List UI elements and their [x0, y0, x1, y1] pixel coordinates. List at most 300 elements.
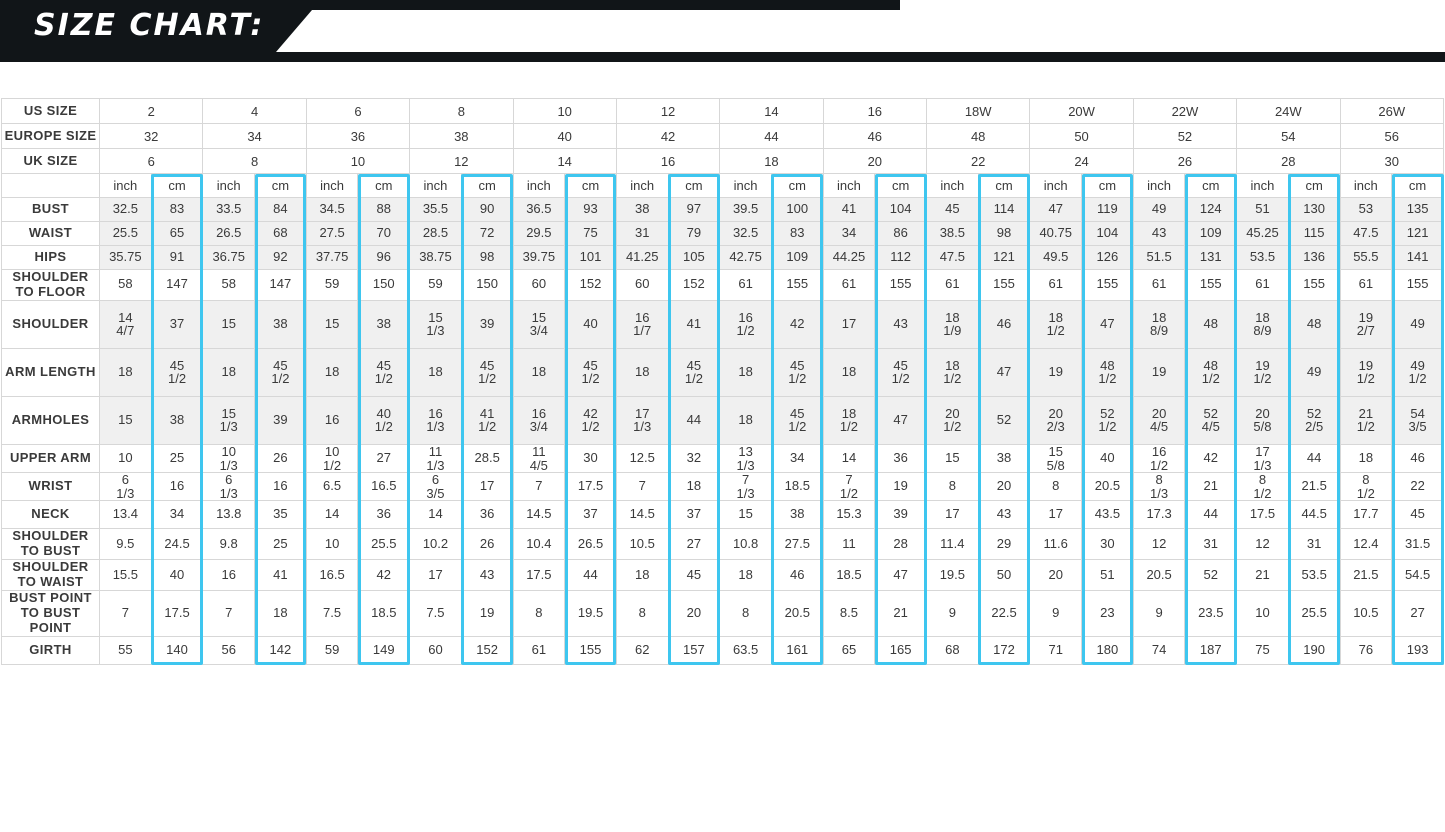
cell-waist-cm-3: 72 [461, 222, 513, 246]
cell-shoulder-to-floor-inch-9: 61 [1030, 270, 1082, 301]
cell-bust-cm-1: 84 [255, 198, 307, 222]
row-label-neck: NECK [2, 501, 100, 529]
cell-shoulder-to-bust-inch-0: 9.5 [100, 529, 152, 560]
cell-wrist-inch-6: 7 1/3 [720, 473, 772, 501]
cell-bust-point-inch-2: 7.5 [306, 591, 358, 637]
cell-bust-inch-3: 35.5 [410, 198, 462, 222]
cell-upper-arm-cm-4: 30 [565, 444, 617, 472]
table-row-upper-arm [2, 444, 1444, 472]
row-label-shoulder: SHOULDER [2, 300, 100, 348]
cell-bust-point-cm-11: 25.5 [1288, 591, 1340, 637]
cell-shoulder-to-waist-inch-12: 21.5 [1340, 560, 1392, 591]
cell-upper-arm-inch-4: 11 4/5 [513, 444, 565, 472]
cell-shoulder-to-floor-cm-6: 155 [771, 270, 823, 301]
page-title: SIZE CHART: [34, 8, 265, 43]
cell-wrist-cm-2: 16.5 [358, 473, 410, 501]
cell-wrist-cm-5: 18 [668, 473, 720, 501]
cell-armholes-cm-3: 41 1/2 [461, 396, 513, 444]
cell-hips-inch-9: 49.5 [1030, 246, 1082, 270]
cell-shoulder-to-waist-inch-10: 20.5 [1133, 560, 1185, 591]
cell-girth-inch-12: 76 [1340, 637, 1392, 665]
cell-arm-length-cm-5: 45 1/2 [668, 348, 720, 396]
cell-bust-point-cm-4: 19.5 [565, 591, 617, 637]
cell-arm-length-cm-12: 49 1/2 [1392, 348, 1444, 396]
cell-shoulder-to-waist-cm-8: 50 [978, 560, 1030, 591]
cell-shoulder-to-floor-inch-6: 61 [720, 270, 772, 301]
unit-cm-1: cm [255, 174, 307, 198]
cell-upper-arm-cm-0: 25 [151, 444, 203, 472]
cell-neck-cm-8: 43 [978, 501, 1030, 529]
banner-gap [0, 62, 1445, 98]
table-row-europe-size [2, 124, 1444, 149]
cell-us-8: 18W [927, 99, 1030, 124]
cell-uk-4: 14 [513, 149, 616, 174]
cell-shoulder-to-floor-cm-11: 155 [1288, 270, 1340, 301]
cell-upper-arm-cm-11: 44 [1288, 444, 1340, 472]
cell-shoulder-to-bust-cm-9: 30 [1082, 529, 1134, 560]
cell-neck-inch-11: 17.5 [1237, 501, 1289, 529]
cell-neck-inch-4: 14.5 [513, 501, 565, 529]
unit-cm-6: cm [771, 174, 823, 198]
cell-shoulder-to-waist-cm-7: 47 [875, 560, 927, 591]
cell-arm-length-inch-1: 18 [203, 348, 255, 396]
cell-bust-point-inch-4: 8 [513, 591, 565, 637]
cell-bust-point-inch-5: 8 [616, 591, 668, 637]
cell-hips-inch-0: 35.75 [100, 246, 152, 270]
cell-wrist-inch-8: 8 [927, 473, 979, 501]
cell-arm-length-cm-1: 45 1/2 [255, 348, 307, 396]
unit-cm-4: cm [565, 174, 617, 198]
cell-shoulder-to-bust-cm-0: 24.5 [151, 529, 203, 560]
cell-shoulder-to-bust-inch-12: 12.4 [1340, 529, 1392, 560]
table-row-us-size [2, 99, 1444, 124]
cell-arm-length-cm-8: 47 [978, 348, 1030, 396]
unit-inch-6: inch [720, 174, 772, 198]
cell-girth-inch-6: 63.5 [720, 637, 772, 665]
cell-shoulder-to-floor-inch-0: 58 [100, 270, 152, 301]
cell-uk-12: 30 [1340, 149, 1444, 174]
cell-waist-inch-1: 26.5 [203, 222, 255, 246]
cell-bust-inch-1: 33.5 [203, 198, 255, 222]
cell-bust-inch-7: 41 [823, 198, 875, 222]
cell-bust-point-inch-7: 8.5 [823, 591, 875, 637]
cell-waist-inch-4: 29.5 [513, 222, 565, 246]
cell-uk-10: 26 [1133, 149, 1236, 174]
cell-arm-length-cm-6: 45 1/2 [771, 348, 823, 396]
unit-cm-12: cm [1392, 174, 1444, 198]
cell-shoulder-to-waist-inch-8: 19.5 [927, 560, 979, 591]
cell-shoulder-to-waist-inch-1: 16 [203, 560, 255, 591]
cell-girth-cm-11: 190 [1288, 637, 1340, 665]
cell-hips-inch-3: 38.75 [410, 246, 462, 270]
cell-armholes-inch-6: 18 [720, 396, 772, 444]
cell-shoulder-to-bust-cm-3: 26 [461, 529, 513, 560]
cell-neck-cm-7: 39 [875, 501, 927, 529]
cell-shoulder-inch-6: 16 1/2 [720, 300, 772, 348]
cell-waist-inch-8: 38.5 [927, 222, 979, 246]
cell-arm-length-inch-5: 18 [616, 348, 668, 396]
cell-shoulder-to-bust-inch-11: 12 [1237, 529, 1289, 560]
cell-bust-point-cm-9: 23 [1082, 591, 1134, 637]
cell-shoulder-to-floor-cm-7: 155 [875, 270, 927, 301]
cell-shoulder-inch-9: 18 1/2 [1030, 300, 1082, 348]
cell-us-9: 20W [1030, 99, 1133, 124]
cell-wrist-inch-11: 8 1/2 [1237, 473, 1289, 501]
row-label-shoulder-to-floor: SHOULDER TO FLOOR [2, 270, 100, 301]
cell-shoulder-cm-12: 49 [1392, 300, 1444, 348]
cell-uk-5: 16 [616, 149, 719, 174]
cell-uk-7: 20 [823, 149, 926, 174]
row-label-uk: UK SIZE [2, 149, 100, 174]
cell-shoulder-to-floor-inch-5: 60 [616, 270, 668, 301]
cell-shoulder-to-bust-inch-9: 11.6 [1030, 529, 1082, 560]
cell-shoulder-to-bust-inch-8: 11.4 [927, 529, 979, 560]
cell-waist-cm-2: 70 [358, 222, 410, 246]
cell-shoulder-to-floor-cm-12: 155 [1392, 270, 1444, 301]
unit-inch-3: inch [410, 174, 462, 198]
table-row-shoulder-to-bust [2, 529, 1444, 560]
cell-upper-arm-inch-9: 15 5/8 [1030, 444, 1082, 472]
cell-armholes-cm-0: 38 [151, 396, 203, 444]
cell-bust-inch-9: 47 [1030, 198, 1082, 222]
cell-hips-cm-9: 126 [1082, 246, 1134, 270]
cell-upper-arm-inch-11: 17 1/3 [1237, 444, 1289, 472]
cell-us-7: 16 [823, 99, 926, 124]
cell-europe-9: 50 [1030, 124, 1133, 149]
cell-hips-inch-7: 44.25 [823, 246, 875, 270]
cell-shoulder-cm-8: 46 [978, 300, 1030, 348]
cell-shoulder-inch-12: 19 2/7 [1340, 300, 1392, 348]
cell-girth-cm-1: 142 [255, 637, 307, 665]
cell-europe-7: 46 [823, 124, 926, 149]
cell-europe-2: 36 [306, 124, 409, 149]
cell-arm-length-inch-7: 18 [823, 348, 875, 396]
cell-arm-length-inch-8: 18 1/2 [927, 348, 979, 396]
cell-shoulder-cm-7: 43 [875, 300, 927, 348]
table-row-wrist [2, 473, 1444, 501]
cell-armholes-inch-5: 17 1/3 [616, 396, 668, 444]
cell-shoulder-inch-7: 17 [823, 300, 875, 348]
table-row-neck [2, 501, 1444, 529]
cell-wrist-cm-3: 17 [461, 473, 513, 501]
cell-shoulder-to-floor-cm-4: 152 [565, 270, 617, 301]
cell-girth-cm-4: 155 [565, 637, 617, 665]
cell-uk-0: 6 [100, 149, 203, 174]
cell-shoulder-to-floor-inch-1: 58 [203, 270, 255, 301]
cell-shoulder-to-floor-inch-7: 61 [823, 270, 875, 301]
cell-upper-arm-cm-12: 46 [1392, 444, 1444, 472]
cell-us-5: 12 [616, 99, 719, 124]
cell-waist-cm-7: 86 [875, 222, 927, 246]
cell-hips-inch-8: 47.5 [927, 246, 979, 270]
cell-shoulder-to-waist-cm-10: 52 [1185, 560, 1237, 591]
cell-bust-inch-6: 39.5 [720, 198, 772, 222]
cell-shoulder-to-bust-inch-10: 12 [1133, 529, 1185, 560]
cell-hips-inch-12: 55.5 [1340, 246, 1392, 270]
row-label-arm-length: ARM LENGTH [2, 348, 100, 396]
cell-wrist-inch-5: 7 [616, 473, 668, 501]
cell-shoulder-to-bust-cm-1: 25 [255, 529, 307, 560]
size-chart-table [1, 98, 1444, 665]
cell-shoulder-to-waist-inch-7: 18.5 [823, 560, 875, 591]
unit-cm-2: cm [358, 174, 410, 198]
cell-shoulder-cm-4: 40 [565, 300, 617, 348]
cell-neck-cm-5: 37 [668, 501, 720, 529]
cell-europe-4: 40 [513, 124, 616, 149]
cell-shoulder-inch-11: 18 8/9 [1237, 300, 1289, 348]
cell-neck-inch-5: 14.5 [616, 501, 668, 529]
cell-girth-inch-11: 75 [1237, 637, 1289, 665]
cell-upper-arm-cm-7: 36 [875, 444, 927, 472]
cell-shoulder-to-floor-inch-11: 61 [1237, 270, 1289, 301]
cell-shoulder-cm-3: 39 [461, 300, 513, 348]
cell-waist-inch-7: 34 [823, 222, 875, 246]
cell-bust-cm-11: 130 [1288, 198, 1340, 222]
unit-inch-1: inch [203, 174, 255, 198]
cell-waist-cm-11: 115 [1288, 222, 1340, 246]
cell-hips-inch-10: 51.5 [1133, 246, 1185, 270]
table-row-girth [2, 637, 1444, 665]
cell-bust-cm-10: 124 [1185, 198, 1237, 222]
cell-girth-cm-12: 193 [1392, 637, 1444, 665]
cell-neck-cm-10: 44 [1185, 501, 1237, 529]
cell-shoulder-to-waist-cm-5: 45 [668, 560, 720, 591]
cell-arm-length-inch-2: 18 [306, 348, 358, 396]
cell-wrist-cm-1: 16 [255, 473, 307, 501]
row-label-bust: BUST [2, 198, 100, 222]
cell-hips-cm-11: 136 [1288, 246, 1340, 270]
cell-shoulder-cm-2: 38 [358, 300, 410, 348]
row-label-bust-point: BUST POINT TO BUST POINT [2, 591, 100, 637]
cell-armholes-inch-3: 16 1/3 [410, 396, 462, 444]
cell-bust-point-inch-8: 9 [927, 591, 979, 637]
cell-bust-inch-10: 49 [1133, 198, 1185, 222]
cell-waist-inch-0: 25.5 [100, 222, 152, 246]
cell-bust-point-cm-0: 17.5 [151, 591, 203, 637]
cell-upper-arm-cm-1: 26 [255, 444, 307, 472]
cell-armholes-inch-9: 20 2/3 [1030, 396, 1082, 444]
cell-us-6: 14 [720, 99, 823, 124]
cell-wrist-inch-3: 6 3/5 [410, 473, 462, 501]
cell-armholes-cm-6: 45 1/2 [771, 396, 823, 444]
cell-waist-cm-9: 104 [1082, 222, 1134, 246]
row-label-shoulder-to-waist: SHOULDER TO WAIST [2, 560, 100, 591]
cell-neck-inch-3: 14 [410, 501, 462, 529]
cell-shoulder-to-waist-cm-1: 41 [255, 560, 307, 591]
cell-hips-cm-5: 105 [668, 246, 720, 270]
cell-neck-inch-2: 14 [306, 501, 358, 529]
cell-bust-point-inch-12: 10.5 [1340, 591, 1392, 637]
cell-arm-length-inch-9: 19 [1030, 348, 1082, 396]
cell-shoulder-to-floor-cm-5: 152 [668, 270, 720, 301]
unit-inch-9: inch [1030, 174, 1082, 198]
cell-bust-cm-12: 135 [1392, 198, 1444, 222]
cell-arm-length-inch-11: 19 1/2 [1237, 348, 1289, 396]
cell-shoulder-inch-8: 18 1/9 [927, 300, 979, 348]
cell-arm-length-cm-10: 48 1/2 [1185, 348, 1237, 396]
unit-inch-10: inch [1133, 174, 1185, 198]
table-row-shoulder-to-floor [2, 270, 1444, 301]
cell-girth-cm-3: 152 [461, 637, 513, 665]
cell-waist-cm-12: 121 [1392, 222, 1444, 246]
unit-inch-11: inch [1237, 174, 1289, 198]
unit-inch-7: inch [823, 174, 875, 198]
cell-neck-cm-11: 44.5 [1288, 501, 1340, 529]
cell-upper-arm-inch-7: 14 [823, 444, 875, 472]
cell-bust-point-inch-1: 7 [203, 591, 255, 637]
cell-arm-length-inch-12: 19 1/2 [1340, 348, 1392, 396]
cell-bust-point-cm-5: 20 [668, 591, 720, 637]
table-row-arm-length [2, 348, 1444, 396]
cell-girth-cm-0: 140 [151, 637, 203, 665]
cell-us-4: 10 [513, 99, 616, 124]
cell-europe-8: 48 [927, 124, 1030, 149]
cell-upper-arm-inch-8: 15 [927, 444, 979, 472]
cell-armholes-inch-7: 18 1/2 [823, 396, 875, 444]
cell-shoulder-cm-0: 37 [151, 300, 203, 348]
cell-wrist-cm-9: 20.5 [1082, 473, 1134, 501]
cell-wrist-cm-12: 22 [1392, 473, 1444, 501]
cell-wrist-inch-4: 7 [513, 473, 565, 501]
cell-armholes-inch-10: 20 4/5 [1133, 396, 1185, 444]
cell-bust-inch-5: 38 [616, 198, 668, 222]
cell-bust-cm-7: 104 [875, 198, 927, 222]
cell-shoulder-to-bust-inch-4: 10.4 [513, 529, 565, 560]
unit-cm-11: cm [1288, 174, 1340, 198]
cell-waist-cm-0: 65 [151, 222, 203, 246]
cell-neck-cm-3: 36 [461, 501, 513, 529]
cell-shoulder-to-waist-inch-0: 15.5 [100, 560, 152, 591]
unit-inch-5: inch [616, 174, 668, 198]
row-label-hips: HIPS [2, 246, 100, 270]
cell-upper-arm-cm-6: 34 [771, 444, 823, 472]
cell-uk-3: 12 [410, 149, 513, 174]
cell-shoulder-to-waist-cm-6: 46 [771, 560, 823, 591]
cell-upper-arm-cm-10: 42 [1185, 444, 1237, 472]
cell-shoulder-to-floor-cm-10: 155 [1185, 270, 1237, 301]
cell-upper-arm-cm-9: 40 [1082, 444, 1134, 472]
cell-shoulder-to-floor-inch-3: 59 [410, 270, 462, 301]
table-row-units [2, 174, 1444, 198]
cell-arm-length-inch-0: 18 [100, 348, 152, 396]
cell-hips-inch-1: 36.75 [203, 246, 255, 270]
cell-bust-inch-12: 53 [1340, 198, 1392, 222]
cell-us-3: 8 [410, 99, 513, 124]
cell-hips-cm-0: 91 [151, 246, 203, 270]
cell-hips-cm-10: 131 [1185, 246, 1237, 270]
cell-us-10: 22W [1133, 99, 1236, 124]
cell-girth-cm-10: 187 [1185, 637, 1237, 665]
table-row-shoulder [2, 300, 1444, 348]
cell-shoulder-to-bust-inch-3: 10.2 [410, 529, 462, 560]
cell-hips-inch-2: 37.75 [306, 246, 358, 270]
cell-europe-3: 38 [410, 124, 513, 149]
cell-shoulder-to-waist-cm-9: 51 [1082, 560, 1134, 591]
cell-armholes-cm-2: 40 1/2 [358, 396, 410, 444]
unit-inch-2: inch [306, 174, 358, 198]
unit-cm-5: cm [668, 174, 720, 198]
cell-shoulder-to-bust-inch-1: 9.8 [203, 529, 255, 560]
table-row-uk-size [2, 149, 1444, 174]
cell-uk-2: 10 [306, 149, 409, 174]
cell-girth-inch-4: 61 [513, 637, 565, 665]
cell-armholes-cm-9: 52 1/2 [1082, 396, 1134, 444]
cell-bust-cm-4: 93 [565, 198, 617, 222]
cell-waist-cm-4: 75 [565, 222, 617, 246]
cell-neck-cm-4: 37 [565, 501, 617, 529]
cell-us-12: 26W [1340, 99, 1444, 124]
cell-arm-length-inch-3: 18 [410, 348, 462, 396]
cell-wrist-inch-10: 8 1/3 [1133, 473, 1185, 501]
cell-bust-point-inch-10: 9 [1133, 591, 1185, 637]
cell-bust-point-inch-9: 9 [1030, 591, 1082, 637]
cell-uk-11: 28 [1237, 149, 1340, 174]
cell-europe-11: 54 [1237, 124, 1340, 149]
cell-upper-arm-cm-5: 32 [668, 444, 720, 472]
cell-armholes-cm-5: 44 [668, 396, 720, 444]
cell-bust-cm-5: 97 [668, 198, 720, 222]
cell-shoulder-to-waist-inch-6: 18 [720, 560, 772, 591]
cell-shoulder-to-bust-cm-7: 28 [875, 529, 927, 560]
cell-shoulder-to-bust-cm-6: 27.5 [771, 529, 823, 560]
cell-armholes-cm-8: 52 [978, 396, 1030, 444]
cell-upper-arm-inch-0: 10 [100, 444, 152, 472]
cell-neck-inch-9: 17 [1030, 501, 1082, 529]
cell-bust-cm-9: 119 [1082, 198, 1134, 222]
row-label-unit [2, 174, 100, 198]
cell-bust-point-cm-3: 19 [461, 591, 513, 637]
cell-upper-arm-inch-5: 12.5 [616, 444, 668, 472]
cell-shoulder-to-floor-cm-8: 155 [978, 270, 1030, 301]
cell-bust-point-cm-10: 23.5 [1185, 591, 1237, 637]
cell-shoulder-cm-11: 48 [1288, 300, 1340, 348]
cell-girth-inch-2: 59 [306, 637, 358, 665]
cell-europe-12: 56 [1340, 124, 1444, 149]
cell-shoulder-to-bust-cm-10: 31 [1185, 529, 1237, 560]
cell-shoulder-cm-9: 47 [1082, 300, 1134, 348]
cell-neck-inch-12: 17.7 [1340, 501, 1392, 529]
cell-upper-arm-cm-3: 28.5 [461, 444, 513, 472]
cell-girth-cm-9: 180 [1082, 637, 1134, 665]
cell-bust-point-inch-3: 7.5 [410, 591, 462, 637]
cell-wrist-inch-2: 6.5 [306, 473, 358, 501]
cell-bust-point-cm-7: 21 [875, 591, 927, 637]
cell-arm-length-cm-9: 48 1/2 [1082, 348, 1134, 396]
unit-cm-10: cm [1185, 174, 1237, 198]
cell-europe-10: 52 [1133, 124, 1236, 149]
cell-shoulder-inch-4: 15 3/4 [513, 300, 565, 348]
row-label-wrist: WRIST [2, 473, 100, 501]
cell-hips-cm-2: 96 [358, 246, 410, 270]
row-label-europe: EUROPE SIZE [2, 124, 100, 149]
cell-arm-length-cm-11: 49 [1288, 348, 1340, 396]
cell-arm-length-cm-4: 45 1/2 [565, 348, 617, 396]
table-row-bust-point [2, 591, 1444, 637]
cell-hips-cm-3: 98 [461, 246, 513, 270]
cell-shoulder-inch-0: 14 4/7 [100, 300, 152, 348]
cell-neck-cm-1: 35 [255, 501, 307, 529]
cell-bust-inch-11: 51 [1237, 198, 1289, 222]
cell-bust-point-cm-8: 22.5 [978, 591, 1030, 637]
cell-girth-cm-6: 161 [771, 637, 823, 665]
unit-inch-12: inch [1340, 174, 1392, 198]
cell-europe-0: 32 [100, 124, 203, 149]
cell-girth-inch-3: 60 [410, 637, 462, 665]
cell-waist-cm-6: 83 [771, 222, 823, 246]
cell-arm-length-cm-7: 45 1/2 [875, 348, 927, 396]
cell-bust-cm-6: 100 [771, 198, 823, 222]
cell-shoulder-to-floor-cm-3: 150 [461, 270, 513, 301]
